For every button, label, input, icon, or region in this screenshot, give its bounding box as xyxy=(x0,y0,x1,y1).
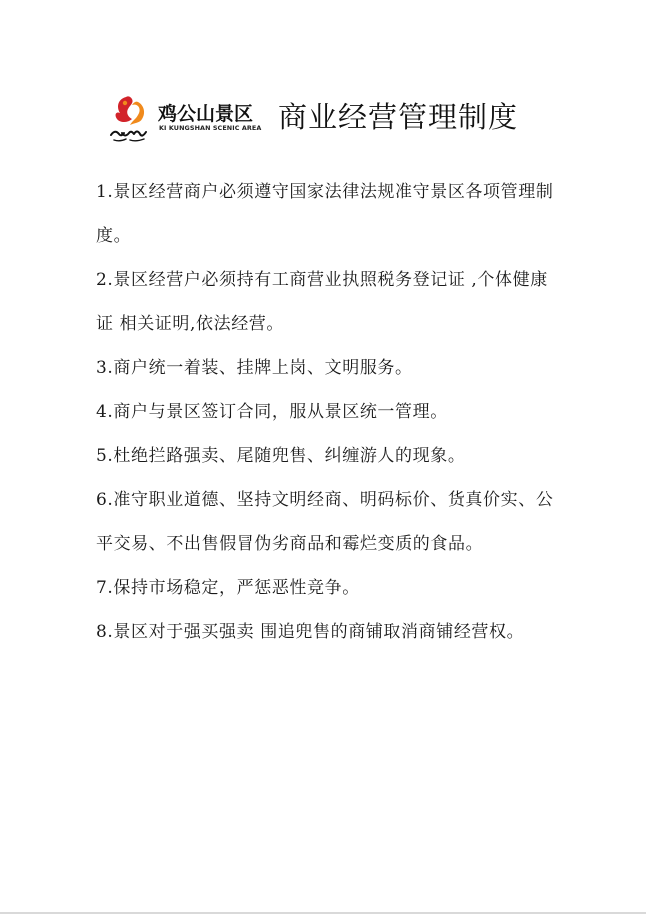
rules-list xyxy=(96,170,556,654)
rule-item: 1.景区经营商户必须遵守国家法律法规准守景区各项管理制度。 xyxy=(96,182,554,246)
document-header xyxy=(108,93,538,149)
rule-item: 8.景区对于强买强卖 围追兜售的商铺取消商铺经营权。 xyxy=(96,622,525,642)
page-bottom-divider xyxy=(0,912,646,914)
rule-item: 6.准守职业道德、坚持文明经商、明码标价、货真价实、公平交易、不出售假冒伪劣商品和霉烂变质的食品。 xyxy=(96,490,554,554)
rule-item: 7.保持市场稳定，严惩恶性竞争。 xyxy=(96,578,360,598)
rule-item: 5.杜绝拦路强卖、尾随兜售、纠缠游人的现象。 xyxy=(96,446,466,466)
logo-chinese-name: 鸡公山景区 xyxy=(158,103,254,125)
rule-item: 3.商户统一着装、挂牌上岗、文明服务。 xyxy=(96,358,413,378)
logo-english-name: KI KUNGSHAN SCENIC AREA xyxy=(159,124,262,132)
rule-item: 4.商户与景区签订合同，服从景区统一管理。 xyxy=(96,402,448,422)
rule-item: 2.景区经营户必须持有工商营业执照税务登记证 ,个体健康证 相关证明,依法经营。 xyxy=(96,270,548,334)
rooster-logo-icon xyxy=(108,93,154,145)
document-title: 商业经营管理制度 xyxy=(278,100,519,134)
